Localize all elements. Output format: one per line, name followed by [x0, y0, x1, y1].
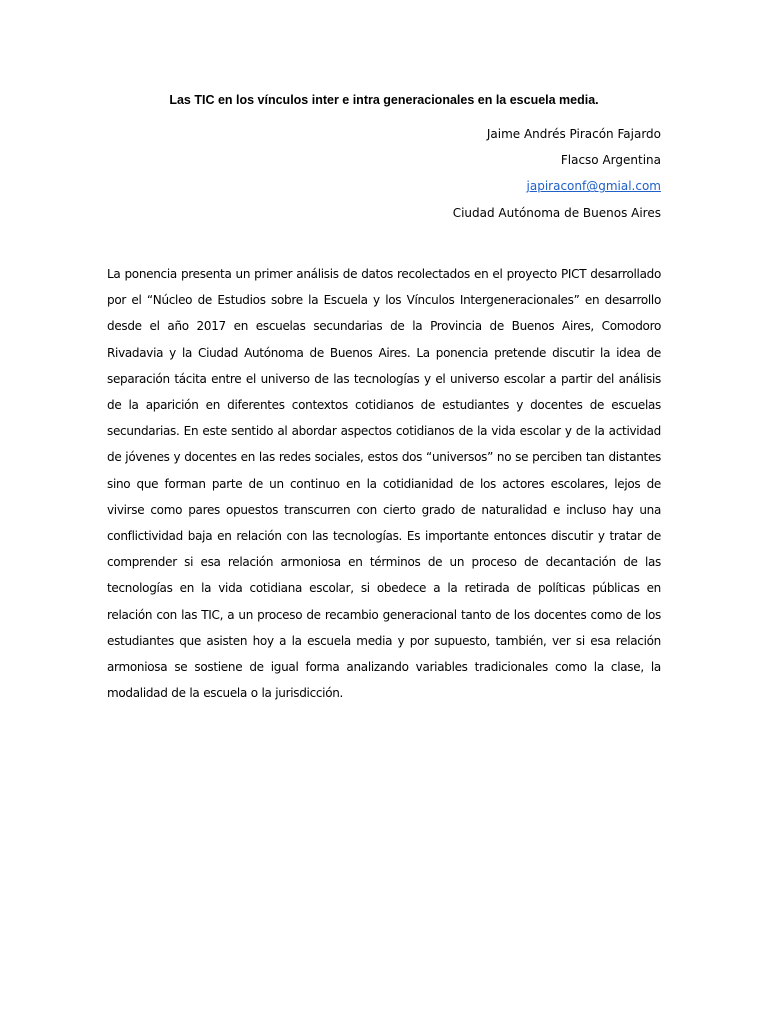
author-email-link[interactable]: japiraconf@gmial.com — [526, 179, 661, 194]
author-block — [300, 121, 661, 226]
document-title: Las TIC en los vínculos inter e intra generacionales en la escuela media. — [169, 93, 599, 107]
author-email-line — [300, 173, 661, 199]
author-location: Ciudad Autónoma de Buenos Aires — [452, 205, 661, 220]
abstract-paragraph: La ponencia presenta un primer análisis de datos recolectados en el proyecto PICT desarrollado por el “Núcleo de Estudios sobre la Escuela y los Vínculos Intergeneracionales” en desarrollo desde el año 2017 en escuelas secundarias de la Provincia de Buenos Aires, Comodoro Rivadavia y la Ciudad Autónoma de Buenos Aires. La ponencia pretende discutir la idea de separación tácita entre el universo de las tecnologías y el universo escolar a partir del análisis de la aparición en diferentes contextos cotidianos de estudiantes y docentes de escuelas secundarias. En este sentido al abordar aspectos cotidianos de la vida escolar y de la actividad de jóvenes y docentes en las redes sociales, estos dos “universos” no se perciben tan distantes sino que forman parte de un continuo en la cotidianidad de los actores escolares, lejos de vivirse como pares opuestos transcurren con cierto grado de naturalidad e incluso hay una conflictividad baja en relación con las tecnologías. Es importante entonces discutir y tratar de comprender si esa relación armoniosa en términos de un proceso de decantación de las tecnologías en la vida cotidiana escolar, si obedece a la retirada de políticas públicas en relación con las TIC, a un proceso de recambio generacional tanto de los docentes como de los estudiantes que asisten hoy a la escuela media y por supuesto, también, ver si esa relación armoniosa se sostiene de igual forma analizando variables tradicionales como la clase, la modalidad de la escuela o la jurisdicción. — [107, 267, 661, 701]
author-name: Jaime Andrés Piracón Fajardo — [486, 127, 661, 141]
author-institution: Flacso Argentina — [560, 153, 661, 168]
